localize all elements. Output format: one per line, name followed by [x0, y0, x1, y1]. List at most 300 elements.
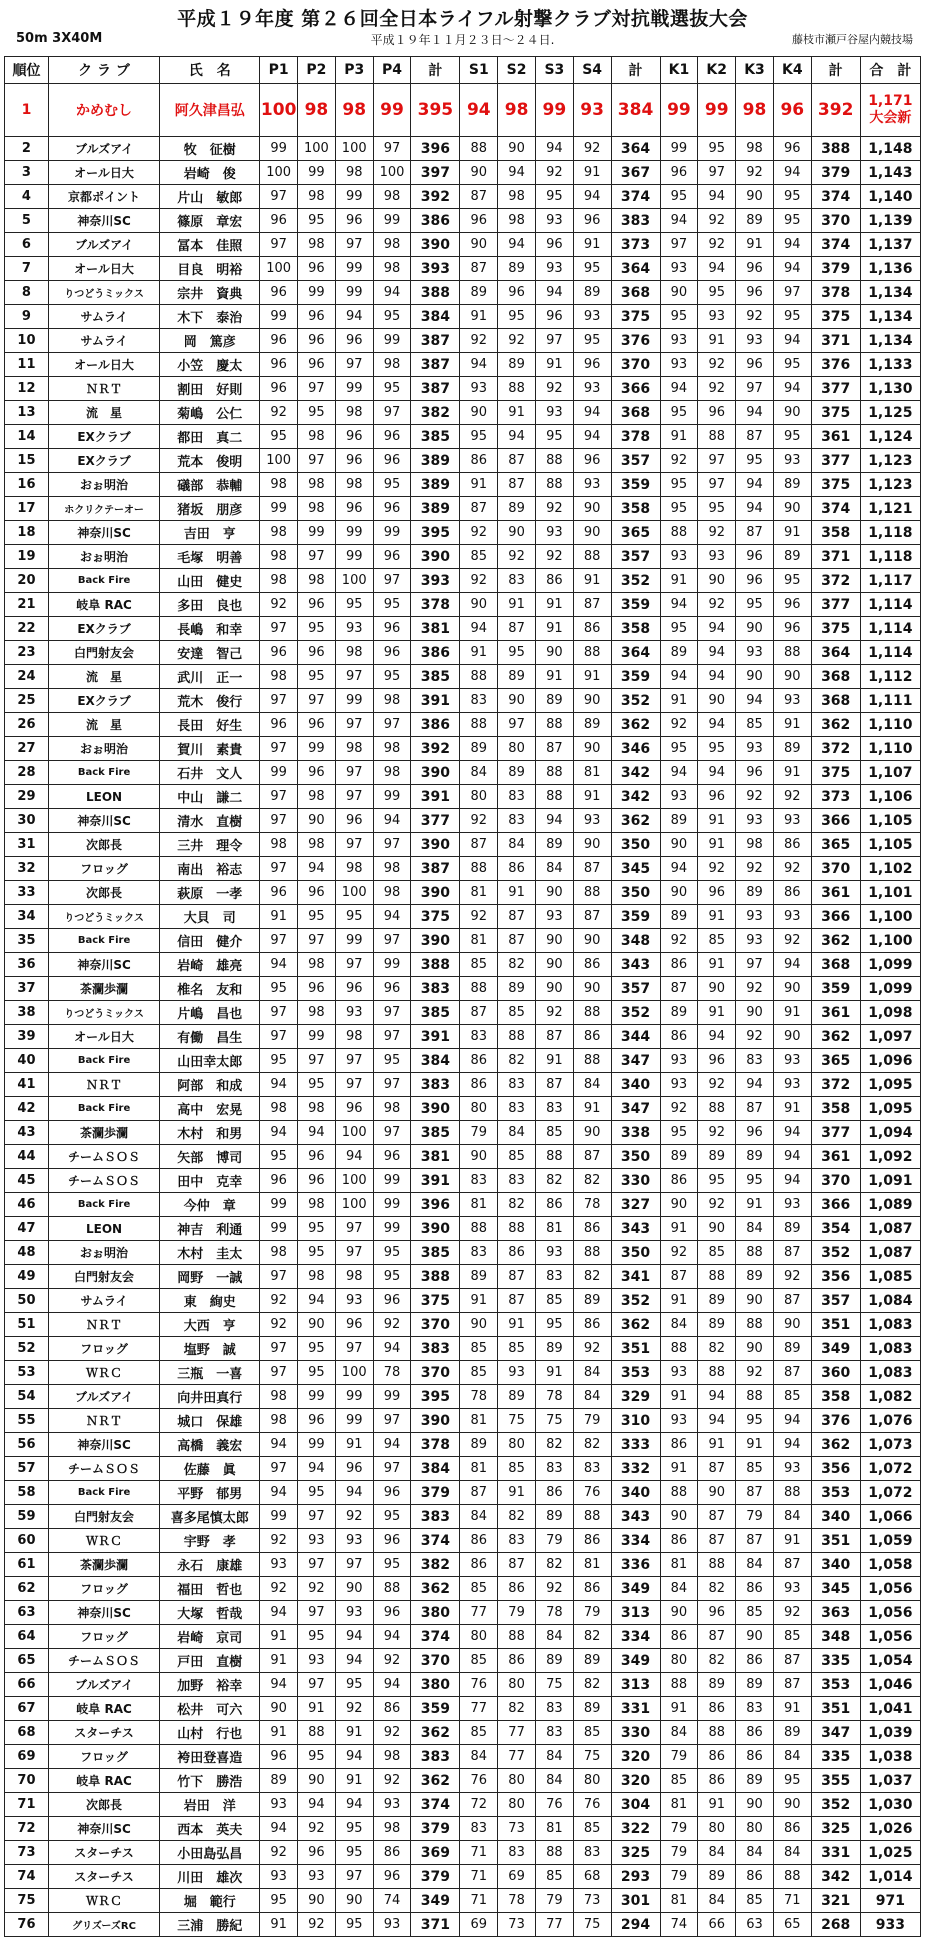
- score-cell: 92: [373, 1721, 411, 1745]
- score-cell: 86: [698, 1769, 736, 1793]
- subtotal-cell: 332: [611, 1457, 660, 1481]
- subtotal-cell: 327: [611, 1193, 660, 1217]
- subtotal-cell: 374: [411, 1625, 460, 1649]
- score-cell: 94: [698, 257, 736, 281]
- subtotal-cell: 356: [811, 1457, 860, 1481]
- score-cell: 86: [736, 1865, 774, 1889]
- results-table: [4, 56, 921, 1937]
- subtotal-cell: 390: [411, 833, 460, 857]
- score-cell: 96: [260, 641, 298, 665]
- score-cell: 91: [660, 1217, 698, 1241]
- header-s2: S2: [498, 57, 536, 84]
- score-cell: 77: [498, 1745, 536, 1769]
- subtotal-cell: 357: [811, 1289, 860, 1313]
- score-cell: 96: [373, 425, 411, 449]
- score-cell: 87: [460, 185, 498, 209]
- score-cell: 94: [660, 209, 698, 233]
- rank-cell: 5: [5, 209, 49, 233]
- name-cell: 小笠 慶太: [160, 353, 260, 377]
- score-cell: 89: [773, 473, 811, 497]
- score-cell: 98: [298, 1265, 336, 1289]
- score-cell: 88: [535, 761, 573, 785]
- score-cell: 92: [698, 377, 736, 401]
- subtotal-cell: 379: [411, 1817, 460, 1841]
- club-cell: スターチス: [48, 1721, 159, 1745]
- score-cell: 88: [698, 1721, 736, 1745]
- score-cell: 92: [698, 1121, 736, 1145]
- score-cell: 88: [660, 1673, 698, 1697]
- subtotal-cell: 355: [811, 1769, 860, 1793]
- rank-cell: 26: [5, 713, 49, 737]
- score-cell: 95: [298, 1337, 336, 1361]
- score-cell: 97: [335, 665, 373, 689]
- club-cell: 茶瀾歩瀾: [48, 1121, 159, 1145]
- score-cell: 92: [298, 1913, 336, 1937]
- score-cell: 91: [260, 1625, 298, 1649]
- subtotal-cell: 383: [611, 209, 660, 233]
- club-cell: 岐阜 RAC: [48, 1769, 159, 1793]
- score-cell: 91: [498, 401, 536, 425]
- score-cell: 82: [573, 1169, 611, 1193]
- rank-cell: 73: [5, 1841, 49, 1865]
- score-cell: 90: [535, 977, 573, 1001]
- name-cell: 椎名 友和: [160, 977, 260, 1001]
- score-cell: 95: [373, 1265, 411, 1289]
- score-cell: 95: [660, 401, 698, 425]
- name-cell: 東 絢史: [160, 1289, 260, 1313]
- rank-cell: 2: [5, 137, 49, 161]
- score-cell: 90: [773, 1313, 811, 1337]
- score-cell: 96: [736, 569, 774, 593]
- table-row: [5, 809, 921, 833]
- subtotal-cell: 365: [811, 1049, 860, 1073]
- grand-total-cell: 1,117: [860, 569, 920, 593]
- table-row: [5, 1793, 921, 1817]
- score-cell: 96: [260, 713, 298, 737]
- subtotal-cell: 390: [411, 761, 460, 785]
- score-cell: 99: [335, 1409, 373, 1433]
- club-cell: おぉ明治: [48, 473, 159, 497]
- grand-total-cell: 1,099: [860, 977, 920, 1001]
- score-cell: 91: [535, 593, 573, 617]
- score-cell: 92: [260, 1529, 298, 1553]
- subtotal-cell: 376: [611, 329, 660, 353]
- score-cell: 96: [373, 1601, 411, 1625]
- score-cell: 98: [260, 545, 298, 569]
- grand-total-cell: 1,025: [860, 1841, 920, 1865]
- subtotal-cell: 340: [611, 1481, 660, 1505]
- score-cell: 87: [698, 1529, 736, 1553]
- score-cell: 89: [535, 689, 573, 713]
- grand-total-cell: 1,114: [860, 593, 920, 617]
- name-cell: 石井 文人: [160, 761, 260, 785]
- score-cell: 90: [660, 1601, 698, 1625]
- score-cell: 97: [373, 1121, 411, 1145]
- name-cell: 田中 克幸: [160, 1169, 260, 1193]
- score-cell: 86: [535, 1193, 573, 1217]
- grand-total-cell: 1,096: [860, 1049, 920, 1073]
- grand-total-cell: 1,038: [860, 1745, 920, 1769]
- score-cell: 80: [698, 1817, 736, 1841]
- score-cell: 93: [535, 1241, 573, 1265]
- score-cell: 92: [773, 785, 811, 809]
- score-cell: 98: [298, 233, 336, 257]
- club-cell: 神奈川SC: [48, 1601, 159, 1625]
- score-cell: 93: [773, 1193, 811, 1217]
- rank-cell: 62: [5, 1577, 49, 1601]
- score-cell: 98: [298, 1001, 336, 1025]
- score-cell: 89: [660, 1001, 698, 1025]
- rank-cell: 3: [5, 161, 49, 185]
- grand-total-cell: 1,054: [860, 1649, 920, 1673]
- name-cell: 小田島弘昌: [160, 1841, 260, 1865]
- score-cell: 93: [773, 689, 811, 713]
- table-row: [5, 1169, 921, 1193]
- score-cell: 91: [698, 329, 736, 353]
- score-cell: 94: [698, 185, 736, 209]
- score-cell: 94: [335, 305, 373, 329]
- score-cell: 89: [498, 761, 536, 785]
- score-cell: 93: [660, 353, 698, 377]
- score-cell: 98: [373, 1097, 411, 1121]
- subtotal-cell: 351: [811, 1529, 860, 1553]
- rank-cell: 34: [5, 905, 49, 929]
- score-cell: 91: [573, 569, 611, 593]
- score-cell: 95: [535, 1313, 573, 1337]
- rank-cell: 22: [5, 617, 49, 641]
- subtotal-cell: 386: [411, 209, 460, 233]
- score-cell: 95: [698, 737, 736, 761]
- header-p4: P4: [373, 57, 411, 84]
- name-cell: 木村 和男: [160, 1121, 260, 1145]
- club-cell: Back Fire: [48, 569, 159, 593]
- score-cell: 90: [660, 833, 698, 857]
- score-cell: 94: [660, 761, 698, 785]
- name-cell: 袴田登喜造: [160, 1745, 260, 1769]
- score-cell: 75: [535, 1673, 573, 1697]
- score-cell: 98: [298, 185, 336, 209]
- subtotal-cell: 362: [411, 1769, 460, 1793]
- score-cell: 95: [335, 1913, 373, 1937]
- score-cell: 90: [498, 137, 536, 161]
- score-cell: 93: [260, 1553, 298, 1577]
- club-cell: 神奈川SC: [48, 521, 159, 545]
- score-cell: 97: [260, 185, 298, 209]
- score-cell: 96: [660, 161, 698, 185]
- score-cell: 77: [535, 1913, 573, 1937]
- score-cell: 91: [573, 233, 611, 257]
- score-cell: 88: [773, 641, 811, 665]
- subtotal-cell: 331: [811, 1841, 860, 1865]
- score-cell: 100: [260, 161, 298, 185]
- score-cell: 98: [260, 1241, 298, 1265]
- score-cell: 93: [773, 809, 811, 833]
- score-cell: 91: [460, 473, 498, 497]
- score-cell: 93: [260, 1793, 298, 1817]
- score-cell: 94: [736, 497, 774, 521]
- score-cell: 96: [298, 1841, 336, 1865]
- score-cell: 100: [260, 84, 298, 137]
- rank-cell: 38: [5, 1001, 49, 1025]
- score-cell: 96: [335, 1457, 373, 1481]
- rank-cell: 46: [5, 1193, 49, 1217]
- rank-cell: 71: [5, 1793, 49, 1817]
- subtotal-cell: 372: [811, 569, 860, 593]
- rank-cell: 51: [5, 1313, 49, 1337]
- subtotal-cell: 348: [611, 929, 660, 953]
- table-row: [5, 1889, 921, 1913]
- score-cell: 100: [335, 881, 373, 905]
- club-cell: EXクラブ: [48, 449, 159, 473]
- score-cell: 93: [660, 545, 698, 569]
- table-row: [5, 785, 921, 809]
- subtotal-cell: 375: [811, 761, 860, 785]
- club-cell: スターチス: [48, 1865, 159, 1889]
- score-cell: 95: [373, 473, 411, 497]
- header-s1: S1: [460, 57, 498, 84]
- score-cell: 97: [260, 1265, 298, 1289]
- subtotal-cell: 347: [611, 1049, 660, 1073]
- name-cell: 神吉 利通: [160, 1217, 260, 1241]
- subtotal-cell: 377: [811, 377, 860, 401]
- table-row: [5, 1481, 921, 1505]
- subtotal-cell: 397: [411, 161, 460, 185]
- score-cell: 97: [335, 353, 373, 377]
- score-cell: 91: [535, 1049, 573, 1073]
- score-cell: 92: [736, 305, 774, 329]
- score-cell: 83: [573, 1457, 611, 1481]
- rank-cell: 53: [5, 1361, 49, 1385]
- table-row: [5, 1001, 921, 1025]
- rank-cell: 45: [5, 1169, 49, 1193]
- score-cell: 90: [736, 1001, 774, 1025]
- score-cell: 91: [460, 305, 498, 329]
- score-cell: 87: [498, 929, 536, 953]
- score-cell: 87: [573, 905, 611, 929]
- subtotal-cell: 351: [611, 1337, 660, 1361]
- rank-cell: 63: [5, 1601, 49, 1625]
- score-cell: 95: [573, 329, 611, 353]
- score-cell: 82: [573, 1433, 611, 1457]
- score-cell: 99: [260, 761, 298, 785]
- score-cell: 89: [535, 1337, 573, 1361]
- score-cell: 85: [460, 545, 498, 569]
- club-cell: サムライ: [48, 305, 159, 329]
- score-cell: 97: [373, 1025, 411, 1049]
- subtotal-cell: 361: [811, 1145, 860, 1169]
- rank-cell: 31: [5, 833, 49, 857]
- score-cell: 80: [460, 1625, 498, 1649]
- score-cell: 94: [260, 1121, 298, 1145]
- name-cell: 三瓶 一喜: [160, 1361, 260, 1385]
- score-cell: 92: [460, 809, 498, 833]
- header-grand-total: 合 計: [860, 57, 920, 84]
- rank-cell: 48: [5, 1241, 49, 1265]
- score-cell: 89: [698, 1313, 736, 1337]
- subtotal-cell: 359: [611, 593, 660, 617]
- subtotal-cell: 366: [811, 1193, 860, 1217]
- subtotal-cell: 372: [811, 1073, 860, 1097]
- score-cell: 90: [573, 977, 611, 1001]
- score-cell: 95: [736, 1409, 774, 1433]
- grand-total-cell: 1,087: [860, 1241, 920, 1265]
- score-cell: 88: [573, 1049, 611, 1073]
- grand-total-cell: 1,083: [860, 1337, 920, 1361]
- score-cell: 79: [460, 1121, 498, 1145]
- score-cell: 91: [335, 1769, 373, 1793]
- subtotal-cell: 376: [811, 353, 860, 377]
- score-cell: 97: [335, 761, 373, 785]
- score-cell: 95: [373, 1553, 411, 1577]
- score-cell: 89: [573, 1697, 611, 1721]
- name-cell: 矢部 博司: [160, 1145, 260, 1169]
- score-cell: 96: [573, 449, 611, 473]
- score-cell: 85: [698, 1241, 736, 1265]
- score-cell: 99: [260, 497, 298, 521]
- score-cell: 90: [460, 161, 498, 185]
- subtotal-cell: 358: [611, 617, 660, 641]
- score-cell: 93: [698, 545, 736, 569]
- score-cell: 97: [260, 1001, 298, 1025]
- subtotal-cell: 390: [411, 545, 460, 569]
- club-cell: ＷＲＣ: [48, 1889, 159, 1913]
- score-cell: 94: [573, 185, 611, 209]
- subtotal-cell: 362: [611, 713, 660, 737]
- score-cell: 94: [535, 137, 573, 161]
- score-cell: 90: [773, 1025, 811, 1049]
- club-cell: LEON: [48, 1217, 159, 1241]
- score-cell: 94: [260, 1817, 298, 1841]
- score-cell: 81: [573, 761, 611, 785]
- score-cell: 94: [498, 161, 536, 185]
- score-cell: 99: [335, 185, 373, 209]
- score-cell: 94: [698, 1385, 736, 1409]
- table-row: [5, 1193, 921, 1217]
- score-cell: 94: [335, 1145, 373, 1169]
- score-cell: 86: [573, 1217, 611, 1241]
- score-cell: 95: [335, 593, 373, 617]
- subtotal-cell: 362: [611, 1313, 660, 1337]
- subtotal-cell: 387: [411, 377, 460, 401]
- score-cell: 97: [260, 737, 298, 761]
- score-cell: 94: [773, 329, 811, 353]
- grand-total-cell: 1,118: [860, 545, 920, 569]
- subtotal-cell: 338: [611, 1121, 660, 1145]
- score-cell: 98: [335, 161, 373, 185]
- table-row: [5, 833, 921, 857]
- score-cell: 85: [698, 929, 736, 953]
- score-cell: 90: [573, 737, 611, 761]
- grand-total-cell: 1,121: [860, 497, 920, 521]
- score-cell: 79: [535, 1529, 573, 1553]
- subtotal-cell: 388: [811, 137, 860, 161]
- score-cell: 92: [498, 329, 536, 353]
- score-cell: 96: [298, 713, 336, 737]
- club-cell: フロッグ: [48, 1745, 159, 1769]
- subtotal-cell: 390: [411, 1217, 460, 1241]
- score-cell: 94: [335, 1649, 373, 1673]
- score-cell: 96: [373, 1289, 411, 1313]
- score-cell: 92: [660, 1097, 698, 1121]
- score-cell: 84: [535, 1769, 573, 1793]
- score-cell: 96: [773, 84, 811, 137]
- score-cell: 93: [298, 1529, 336, 1553]
- score-cell: 82: [535, 1169, 573, 1193]
- score-cell: 97: [373, 929, 411, 953]
- name-cell: 岡野 一誠: [160, 1265, 260, 1289]
- rank-cell: 36: [5, 953, 49, 977]
- score-cell: 91: [660, 569, 698, 593]
- table-row: [5, 689, 921, 713]
- score-cell: 98: [335, 1025, 373, 1049]
- score-cell: 81: [535, 1817, 573, 1841]
- event-label: 50m 3X40M: [16, 31, 103, 46]
- subtotal-cell: 375: [411, 1289, 460, 1313]
- score-cell: 94: [298, 1121, 336, 1145]
- subtotal-cell: 347: [811, 1721, 860, 1745]
- club-cell: 次郎長: [48, 833, 159, 857]
- name-cell: 萩原 一孝: [160, 881, 260, 905]
- score-cell: 99: [373, 953, 411, 977]
- rank-cell: 19: [5, 545, 49, 569]
- name-cell: 今仲 章: [160, 1193, 260, 1217]
- score-cell: 66: [698, 1913, 736, 1937]
- grand-total-cell: 1,102: [860, 857, 920, 881]
- score-cell: 78: [535, 1601, 573, 1625]
- rank-cell: 13: [5, 401, 49, 425]
- subtotal-cell: 362: [811, 929, 860, 953]
- score-cell: 94: [460, 617, 498, 641]
- rank-cell: 74: [5, 1865, 49, 1889]
- subtotal-cell: 363: [811, 1601, 860, 1625]
- subtotal-cell: 353: [611, 1361, 660, 1385]
- table-row: [5, 1553, 921, 1577]
- score-cell: 90: [298, 1889, 336, 1913]
- score-cell: 92: [573, 1337, 611, 1361]
- score-cell: 85: [535, 1865, 573, 1889]
- score-cell: 96: [298, 881, 336, 905]
- score-cell: 94: [498, 233, 536, 257]
- score-cell: 96: [573, 353, 611, 377]
- table-row: [5, 1361, 921, 1385]
- table-row: [5, 617, 921, 641]
- table-row: [5, 257, 921, 281]
- score-cell: 100: [373, 161, 411, 185]
- score-cell: 90: [736, 185, 774, 209]
- rank-cell: 9: [5, 305, 49, 329]
- score-cell: 98: [373, 761, 411, 785]
- score-cell: 81: [460, 1409, 498, 1433]
- score-cell: 85: [736, 1889, 774, 1913]
- name-cell: 山村 行也: [160, 1721, 260, 1745]
- score-cell: 94: [535, 809, 573, 833]
- score-cell: 89: [736, 209, 774, 233]
- rank-cell: 43: [5, 1121, 49, 1145]
- score-cell: 96: [773, 617, 811, 641]
- score-cell: 90: [736, 1793, 774, 1817]
- score-cell: 95: [773, 209, 811, 233]
- score-cell: 94: [698, 1025, 736, 1049]
- grand-total-cell: 1,087: [860, 1217, 920, 1241]
- score-cell: 93: [773, 1457, 811, 1481]
- score-cell: 86: [573, 1025, 611, 1049]
- score-cell: 94: [698, 665, 736, 689]
- score-cell: 92: [698, 209, 736, 233]
- score-cell: 71: [460, 1889, 498, 1913]
- rank-cell: 12: [5, 377, 49, 401]
- subtotal-cell: 330: [611, 1721, 660, 1745]
- score-cell: 98: [335, 857, 373, 881]
